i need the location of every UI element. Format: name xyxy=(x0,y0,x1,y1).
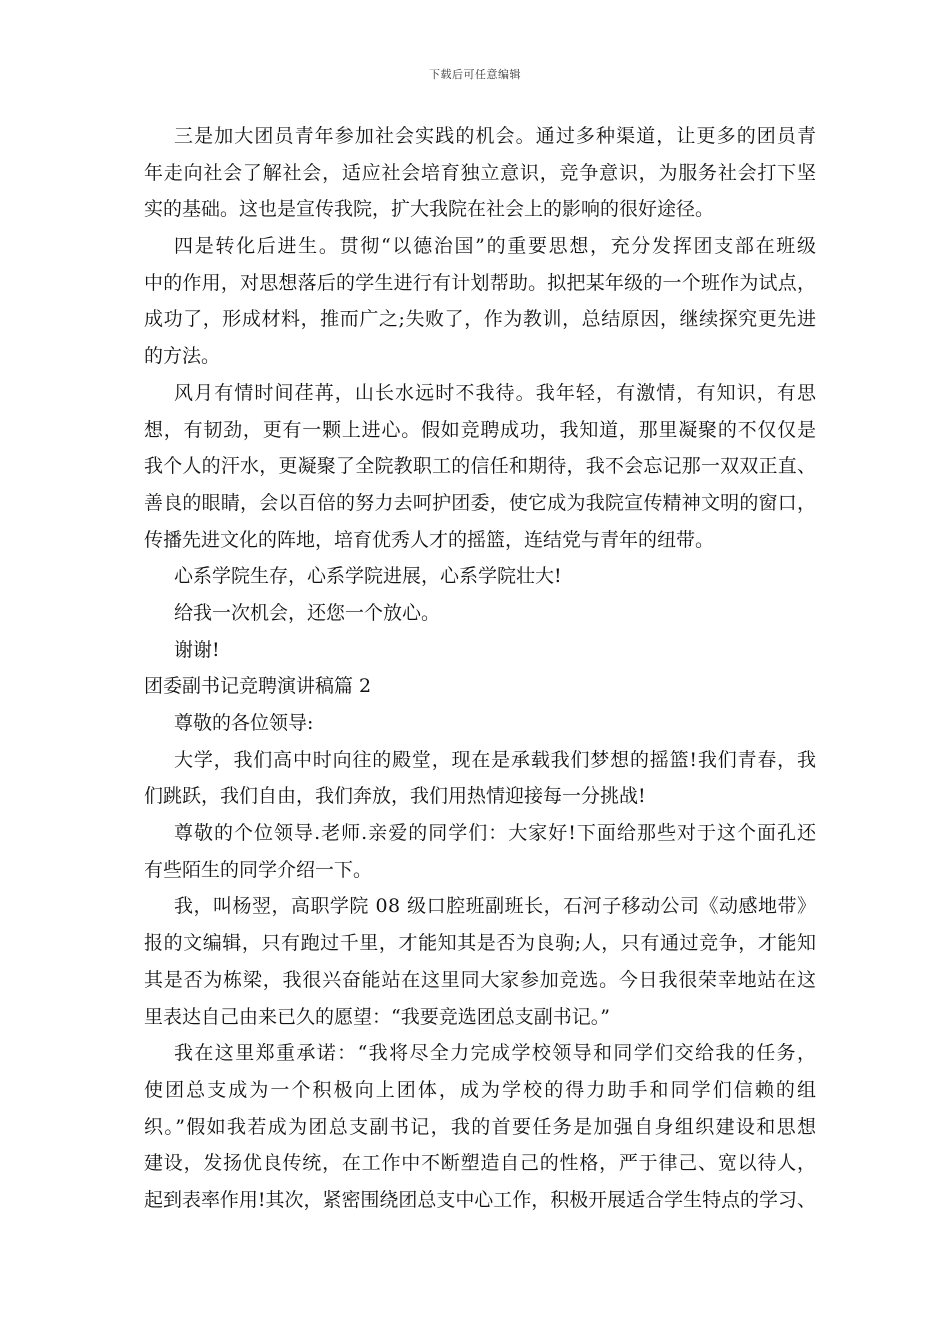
text-line: 有些陌生的同学介绍一下。 xyxy=(144,858,373,881)
page-header: 下载后可任意编辑 xyxy=(429,68,521,81)
text-line: 其是否为栋梁，我很兴奋能站在这里同大家参加竞选。今日我很荣幸地站在这 xyxy=(144,968,817,991)
text-line: 年走向社会了解社会，适应社会培育独立意识，竞争意识，为服务社会打下坚 xyxy=(144,161,817,184)
text-line: 团委副书记竞聘演讲稿篇 2 xyxy=(144,675,372,698)
text-line: 成功了，形成材料，推而广之;失败了，作为教训，总结原因，继续探究更先进 xyxy=(144,308,817,331)
text-line: 想，有韧劲，更有一颗上进心。假如竞聘成功，我知道，那里凝聚的不仅仅是 xyxy=(144,418,817,441)
text-line: 建设，发扬优良传统，在工作中不断塑造自己的性格，严于律己、宽以待人， xyxy=(144,1152,817,1175)
text-line: 我个人的汗水，更凝聚了全院教职工的信任和期待，我不会忘记那一双双正直、 xyxy=(144,455,817,478)
text-line: 三是加大团员青年参加社会实践的机会。通过多种渠道，让更多的团员青 xyxy=(174,125,818,147)
text-line: 心系学院生存，心系学院进展，心系学院壮大! xyxy=(174,565,562,588)
text-line: 尊敬的个位领导.老师.亲爱的同学们：大家好!下面给那些对于这个面孔还 xyxy=(174,822,818,845)
text-line: 风月有情时间荏苒，山长水远时不我待。我年轻，有激情，有知识，有思 xyxy=(174,381,818,404)
text-line: 善良的眼睛，会以百倍的努力去呵护团委，使它成为我院宣传精神文明的窗口， xyxy=(144,491,817,514)
text-line: 起到表率作用!其次，紧密围绕团总支中心工作，积极开展适合学生特点的学习、 xyxy=(144,1188,816,1211)
text-line: 我，叫杨翌，高职学院 08 级口腔班副班长，石河子移动公司《动感地带》 xyxy=(174,895,817,918)
text-line: 们跳跃，我们自由，我们奔放，我们用热情迎接每一分挑战! xyxy=(144,785,646,808)
text-line: 传播先进文化的阵地，培育优秀人才的摇篮，连结党与青年的纽带。 xyxy=(144,528,715,551)
text-line: 我在这里郑重承诺：“我将尽全力完成学校领导和同学们交给我的任务， xyxy=(174,1042,818,1065)
text-line: 里表达自己由来已久的愿望：“我要竞选团总支副书记。” xyxy=(144,1005,610,1028)
text-line: 报的文编辑，只有跑过千里，才能知其是否为良驹;人，只有通过竞争，才能知 xyxy=(144,932,817,955)
text-line: 中的作用，对思想落后的学生进行有计划帮助。拟把某年级的一个班作为试点， xyxy=(144,271,817,294)
text-line: 织。”假如我若成为团总支副书记，我的首要任务是加强自身组织建设和思想 xyxy=(144,1115,818,1138)
text-line: 大学，我们高中时向往的殿堂，现在是承载我们梦想的摇篮!我们青春，我 xyxy=(174,748,817,771)
document-body xyxy=(144,118,819,1219)
text-line: 使团总支成为一个积极向上团体，成为学校的得力助手和同学们信赖的组 xyxy=(144,1078,819,1101)
text-line: 四是转化后进生。贯彻“以德治国”的重要思想，充分发挥团支部在班级 xyxy=(174,235,818,258)
text-line: 谢谢! xyxy=(174,638,220,661)
text-line: 实的基础。这也是宣传我院，扩大我院在社会上的影响的很好途径。 xyxy=(144,198,715,221)
text-line: 给我一次机会，还您一个放心。 xyxy=(174,601,441,624)
text-line: 尊敬的各位领导: xyxy=(174,712,314,734)
text-line: 的方法。 xyxy=(144,345,221,368)
